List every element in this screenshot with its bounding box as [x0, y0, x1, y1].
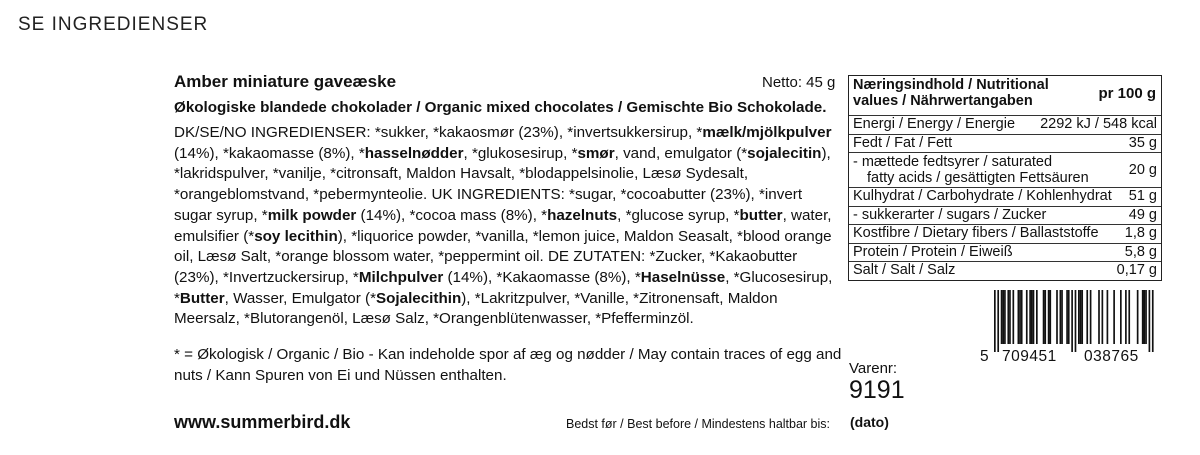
barcode-bar [1098, 290, 1100, 344]
nutrition-name: - sukkerarter / sugars / Zucker [853, 206, 1047, 223]
barcode-bar [1149, 290, 1151, 352]
nutrition-table [848, 75, 1162, 281]
nutrition-header [849, 76, 1161, 116]
barcode-bar [1007, 290, 1009, 344]
barcode-bar [1009, 290, 1011, 344]
barcode-bar [1068, 290, 1070, 344]
allergen-highlight: sojalecitin [747, 144, 822, 162]
page-heading: SE INGREDIENSER [18, 14, 209, 35]
barcode-bars [980, 290, 1160, 352]
ingredients-segment: (14%), *Kakaomasse (8%), * [443, 268, 641, 286]
ingredients-segment: , *glukosesirup, * [463, 144, 578, 162]
barcode-bar [1012, 290, 1014, 344]
barcode-bar [1145, 290, 1147, 344]
nutrition-value: 1,8 g [1124, 225, 1157, 241]
allergen-highlight: Sojalecithin [376, 289, 462, 307]
barcode-bar [1066, 290, 1068, 344]
barcode-bar [1061, 290, 1063, 344]
nutrition-name: - mættede fedtsyrer / saturated fatty acids / gesättigten Fettsäuren [853, 154, 1089, 186]
barcode-bar [1060, 290, 1062, 344]
allergen-highlight: smør [577, 144, 615, 162]
barcode-bar [1056, 290, 1058, 344]
barcode-right-group: 038765 [1084, 348, 1139, 365]
ingredients-segment: , *Glucosesirup, * [174, 268, 833, 307]
nutrition-row [849, 153, 1161, 188]
nutrition-name: Kulhydrat / Carbohydrate / Kohlenhydrat [853, 188, 1112, 204]
allergen-highlight: Butter [179, 289, 225, 307]
barcode-bar [1043, 290, 1045, 344]
barcode-bar [1144, 290, 1146, 344]
ingredients-segment: , water, emulsifier (* [174, 206, 832, 245]
barcode-bar [1081, 290, 1083, 344]
best-before-value: (dato) [850, 414, 889, 430]
nutrition-row [849, 262, 1161, 280]
barcode-bar [1018, 290, 1020, 344]
nutrition-name: Salt / Salt / Salz [853, 262, 956, 278]
ingredients-segment: DK/SE/NO INGREDIENSER: *sukker, *kakaosmør (23%), *invertsukkersirup, * [174, 124, 703, 141]
ingredients-segment: ), *liquorice powder, *vanilla, *lemon juice, Maldon Seasalt, *blood orange oil, Læsø Salt, *orange blossom water, *peppermint oil. DE ZUTATEN: *Zucker, *Kakaobutter (23%), *Invertzuckersirup, * [174, 227, 832, 286]
barcode-bar [1120, 290, 1122, 344]
allergen-highlight: Haselnüsse [640, 268, 726, 286]
ingredients-segment: , Wasser, Emulgator (* [224, 289, 376, 307]
barcode-bar [1031, 290, 1033, 344]
barcode-bar [1152, 290, 1154, 352]
nutrition-row [849, 116, 1161, 135]
barcode-bar [994, 290, 996, 352]
barcode-bar [1026, 290, 1028, 344]
barcode-bar [1086, 290, 1088, 344]
nutrition-row [849, 188, 1161, 207]
barcode-left-group: 709451 [1002, 348, 1057, 365]
nutrition-name: Fedt / Fat / Fett [853, 134, 953, 151]
barcode [980, 290, 1160, 364]
allergen-highlight: hasselnødder [364, 144, 464, 162]
nutrition-row [849, 225, 1161, 244]
varenr-value: 9191 [849, 376, 905, 404]
barcode-bar [1113, 290, 1115, 344]
barcode-bar [1107, 290, 1109, 344]
nutrition-name: Energi / Energy / Energie [853, 116, 1016, 132]
nutrition-name: Protein / Protein / Eiweiß [853, 243, 1013, 260]
ingredients-text [174, 123, 842, 330]
product-label [174, 72, 1164, 442]
barcode-bar [1049, 290, 1051, 344]
barcode-bar [997, 290, 999, 352]
nutrition-title: Næringsindhold / Nutritional values / Nährwertangaben [853, 77, 1049, 109]
barcode-bar [1075, 290, 1077, 352]
barcode-bar [1128, 290, 1130, 344]
website-link[interactable]: www.summerbird.dk [174, 412, 351, 432]
barcode-bar [1036, 290, 1038, 344]
barcode-bar [1142, 290, 1144, 344]
barcode-bar [1033, 290, 1035, 344]
barcode-bar [1044, 290, 1046, 344]
nutrition-value: 5,8 g [1124, 243, 1157, 260]
ingredients-segment: (14%), *kakaomasse (8%), * [174, 144, 365, 162]
barcode-bar [1002, 290, 1004, 344]
nutrition-name: Kostfibre / Dietary fibers / Ballaststoffe [853, 225, 1099, 241]
ingredients-segment: , *glucose syrup, * [617, 206, 740, 224]
nutrition-value: 20 g [1128, 162, 1157, 178]
barcode-bar [1078, 290, 1080, 344]
allergen-highlight: hazelnuts [547, 206, 618, 224]
varenr-label: Varenr: [849, 360, 898, 377]
barcode-bar [1071, 290, 1073, 352]
nutrition-value: 0,17 g [1116, 262, 1157, 278]
nutrition-row [849, 135, 1161, 154]
barcode-bar [1029, 290, 1031, 344]
nutrition-unit: pr 100 g [1098, 85, 1156, 102]
allergen-highlight: Milchpulver [358, 268, 444, 286]
ingredients-segment: , vand, emulgator (* [614, 144, 748, 162]
disclaimer-text: * = Økologisk / Organic / Bio - Kan indeholde spor af æg og nødder / May contain traces of egg and nuts / Kann Spuren von Ei und Nüssen enthalten. [174, 346, 842, 384]
barcode-bar [1004, 290, 1006, 344]
barcode-bar [1019, 290, 1021, 344]
ingredients-segment: (14%), *cocoa mass (8%), * [356, 206, 548, 224]
product-subtitle: Økologiske blandede chokolader / Organic mixed chocolates / Gemischte Bio Schokolade. [174, 99, 827, 116]
barcode-bar [1137, 290, 1139, 344]
barcode-bar [1048, 290, 1050, 344]
nutrition-rows [849, 116, 1161, 280]
barcode-bar [1021, 290, 1023, 344]
allergen-highlight: butter [739, 206, 783, 224]
nutrition-value: 2292 kJ / 548 kcal [1040, 116, 1157, 132]
barcode-first-digit: 5 [980, 348, 990, 365]
best-before-label: Bedst før / Best before / Mindestens haltbar bis: [566, 417, 831, 431]
nutrition-row [849, 207, 1161, 226]
barcode-bar [1102, 290, 1104, 344]
nutrition-value: 49 g [1128, 206, 1157, 223]
ingredients-segment: ), *lakridspulver, *vanilje, *citronsaft, Maldon Havsalt, *blodappelsinolie, Læsø Sydesalt, *orangeblomstvand, *pebermynteolie. UK INGREDIENTS: *sugar, *cocoabutter (23%), *invert sugar syrup, * [174, 144, 831, 224]
allergen-highlight: mælk/mjölkpulver [702, 124, 832, 141]
barcode-bar [1080, 290, 1082, 344]
barcode-bar [1090, 290, 1092, 344]
allergen-highlight: milk powder [267, 206, 357, 224]
net-weight: Netto: 45 g [762, 74, 836, 91]
nutrition-value: 51 g [1128, 188, 1157, 204]
barcode-bar [1001, 290, 1003, 344]
ingredients-segment: ), *Lakritzpulver, *Vanille, *Zitronensaft, Maldon Meersalz, *Blutorangenöl, Læsø Salz, *Orangenblütenwasser, *Pfefferminzöl. [174, 289, 778, 328]
allergen-highlight: soy lecithin [254, 227, 338, 245]
barcode-bar [1125, 290, 1127, 344]
product-name: Amber miniature gaveæske [174, 72, 397, 91]
nutrition-value: 35 g [1128, 134, 1157, 151]
nutrition-row [849, 244, 1161, 263]
